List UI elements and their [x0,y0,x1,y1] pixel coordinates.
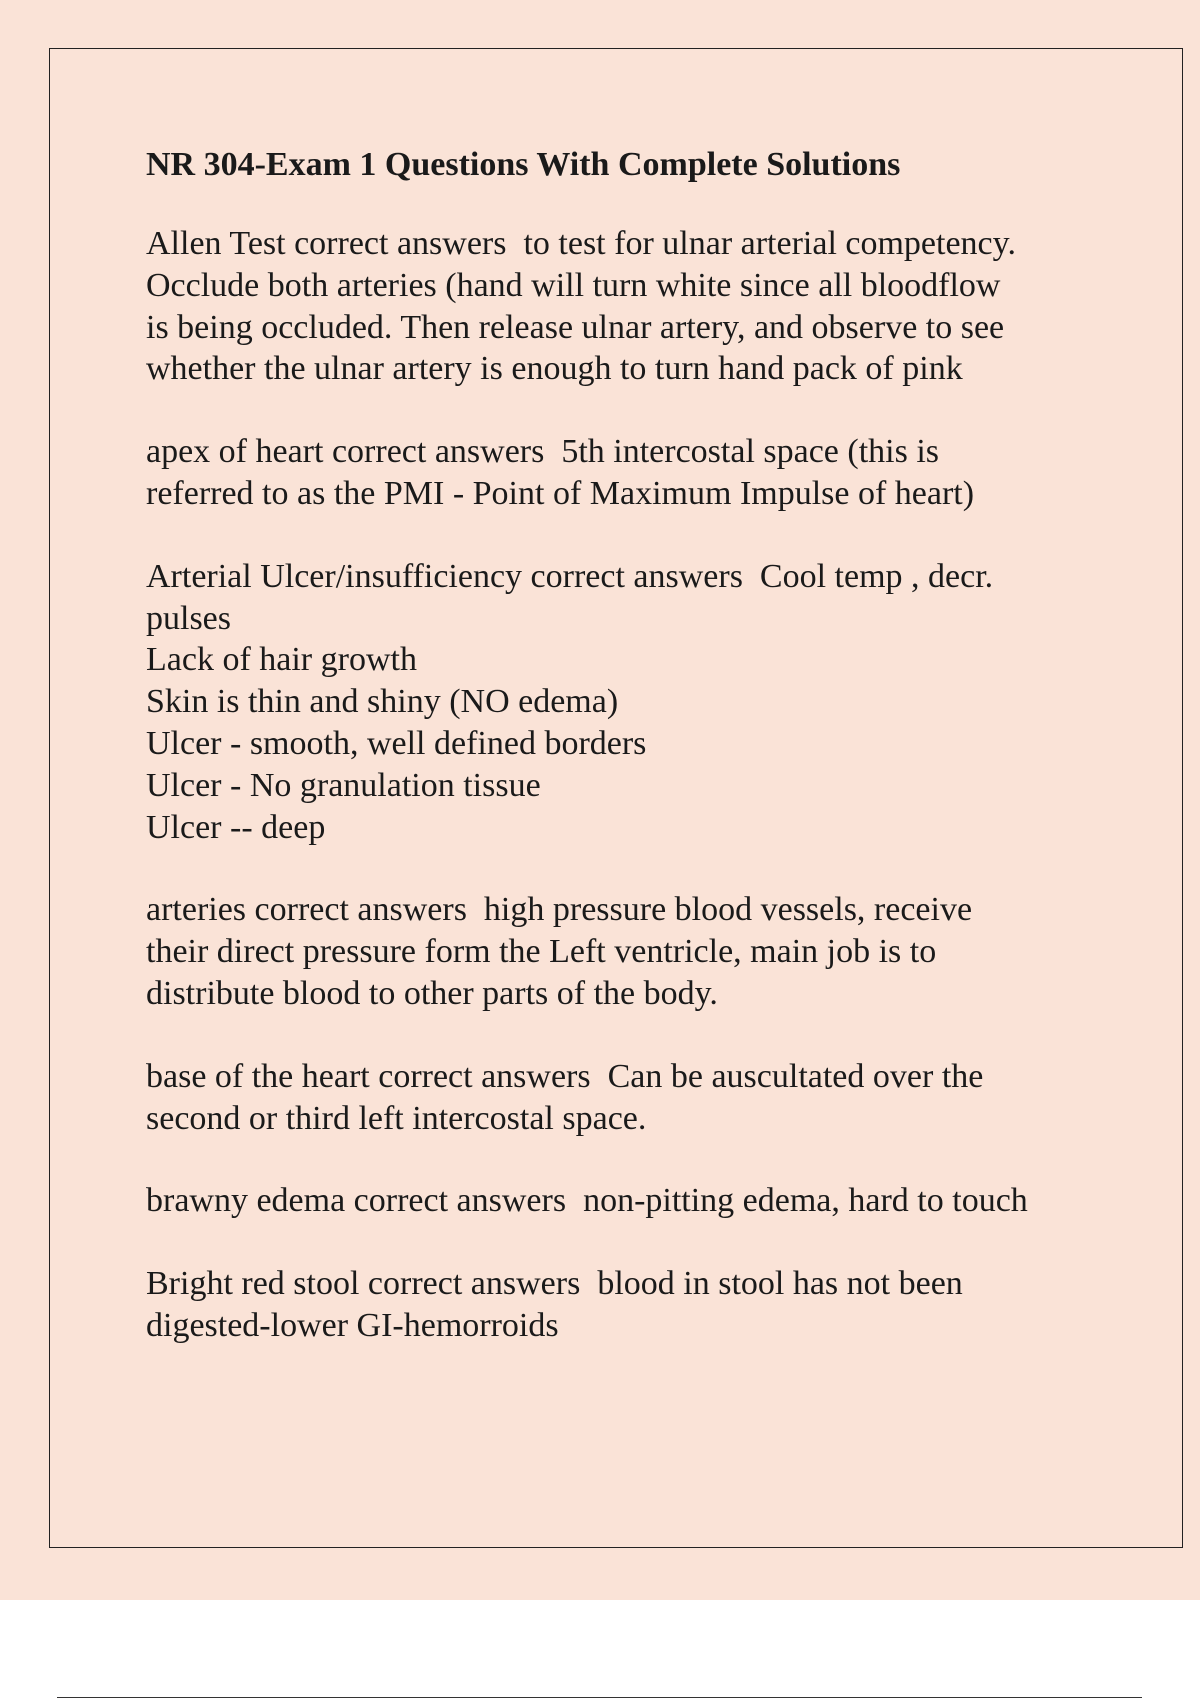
document-title: NR 304-Exam 1 Questions With Complete Solutions [146,146,901,183]
entry-line: brawny edema correct answers non-pitting edema, hard to touch [146,1182,1028,1220]
entry-line: pulses [146,599,231,637]
entry-apex-of-heart [146,431,1146,515]
entry-line: apex of heart correct answers 5th intercostal space (this is [146,433,940,471]
entry-line: Lack of hair growth [146,641,417,679]
entry-line: Ulcer -- deep [146,808,326,846]
entry-line: referred to as the PMI - Point of Maximum Impulse of heart) [146,474,975,512]
entry-line: base of the heart correct answers Can be auscultated over the [146,1057,984,1095]
entry-line: whether the ulnar artery is enough to turn hand pack of pink [146,350,963,388]
entry-line: Bright red stool correct answers blood in stool has not been [146,1265,963,1303]
entry-line: Skin is thin and shiny (NO edema) [146,683,619,721]
entry-line: Allen Test correct answers to test for ulnar arterial competency. [146,225,1016,262]
entry-line: distribute blood to other parts of the body. [146,974,718,1012]
entry-arterial-ulcer [146,556,1146,849]
entry-base-of-heart [146,1056,1146,1140]
entry-line: Arterial Ulcer/insufficiency correct answers Cool temp , decr. [146,557,994,595]
entry-bright-red-stool [146,1263,1146,1347]
footer-divider [57,1697,1142,1698]
entry-line: Ulcer - No granulation tissue [146,766,541,804]
entry-line: digested-lower GI-hemorroids [146,1306,559,1344]
entry-line: Occlude both arteries (hand will turn white since all bloodflow [146,266,1001,304]
entry-brawny-edema [146,1180,1146,1222]
entry-arteries [146,889,1146,1014]
document-body [146,143,1146,1388]
entry-line: is being occluded. Then release ulnar artery, and observe to see [146,308,1005,346]
entry-allen-test [146,223,1146,390]
entry-line: arteries correct answers high pressure blood vessels, receive [146,891,973,929]
entry-line: Ulcer - smooth, well defined borders [146,724,647,762]
entry-line: second or third left intercostal space. [146,1099,647,1137]
entry-line: their direct pressure form the Left ventricle, main job is to [146,933,937,971]
